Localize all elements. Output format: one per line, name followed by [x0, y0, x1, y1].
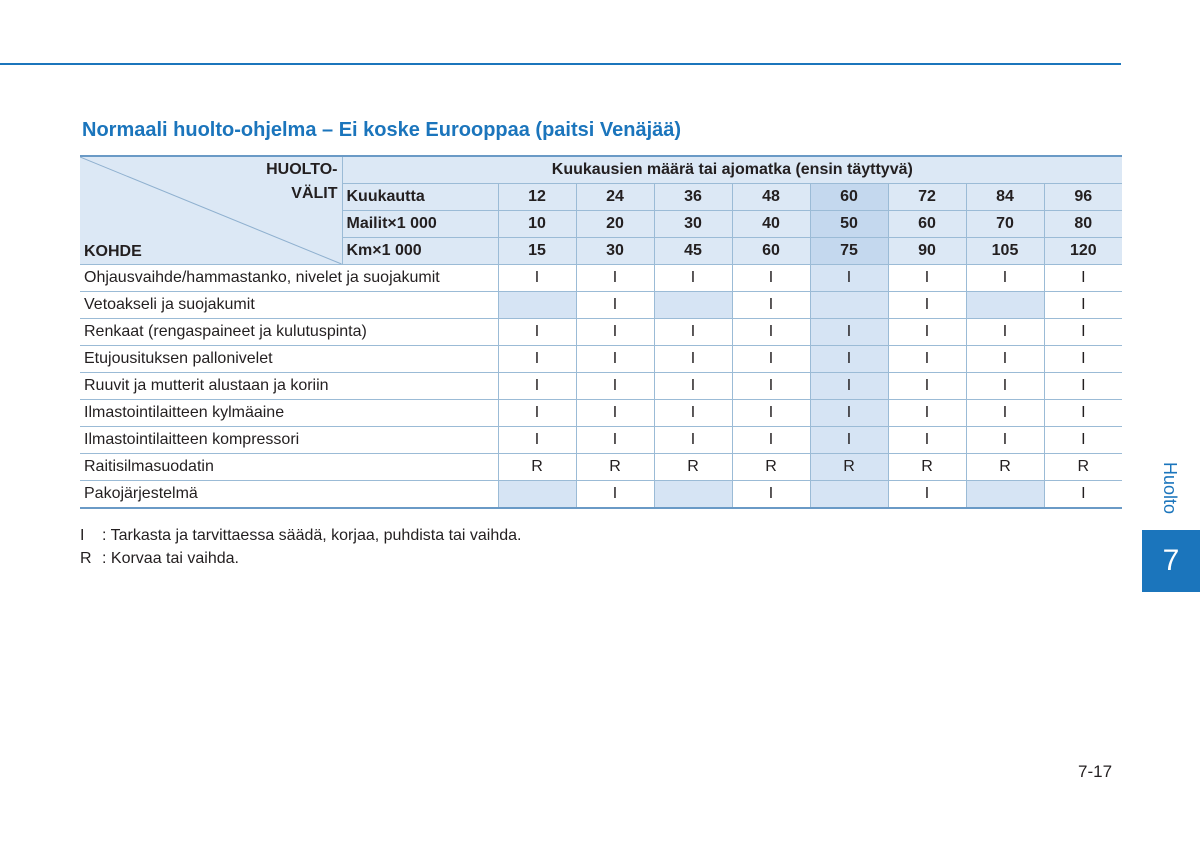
schedule-cell: I — [732, 373, 810, 400]
interval-row-label: Kuukautta — [342, 184, 498, 211]
schedule-cell — [810, 292, 888, 319]
schedule-cell: I — [810, 319, 888, 346]
interval-value: 40 — [732, 211, 810, 238]
item-row — [80, 346, 1122, 373]
schedule-cell: R — [966, 454, 1044, 481]
schedule-cell — [498, 292, 576, 319]
chapter-tab: 7 — [1142, 530, 1200, 592]
schedule-cell: I — [654, 265, 732, 292]
schedule-cell — [810, 481, 888, 509]
header-corner — [80, 156, 342, 265]
schedule-cell: I — [810, 265, 888, 292]
schedule-cell: I — [1044, 427, 1122, 454]
interval-value: 48 — [732, 184, 810, 211]
interval-value: 80 — [1044, 211, 1122, 238]
schedule-cell: I — [1044, 481, 1122, 509]
interval-row-label: Km×1 000 — [342, 238, 498, 265]
schedule-cell: I — [576, 319, 654, 346]
schedule-cell: I — [576, 481, 654, 509]
schedule-cell: I — [732, 319, 810, 346]
legend-key: I — [80, 527, 85, 544]
item-row — [80, 373, 1122, 400]
legend-text: : Tarkasta ja tarvittaessa säädä, korjaa, puhdista tai vaihda. — [102, 527, 522, 544]
schedule-cell: I — [498, 346, 576, 373]
interval-value: 30 — [576, 238, 654, 265]
legend — [80, 524, 522, 570]
schedule-cell: I — [888, 400, 966, 427]
schedule-cell: I — [498, 265, 576, 292]
schedule-cell — [654, 292, 732, 319]
corner-intervals-label — [266, 158, 337, 206]
schedule-cell: I — [732, 265, 810, 292]
interval-value: 120 — [1044, 238, 1122, 265]
item-name: Ilmastointilaitteen kylmäaine — [80, 400, 498, 427]
item-name: Pakojärjestelmä — [80, 481, 498, 509]
item-row — [80, 265, 1122, 292]
schedule-cell: I — [966, 265, 1044, 292]
schedule-cell: I — [966, 400, 1044, 427]
interval-value: 12 — [498, 184, 576, 211]
schedule-cell: I — [1044, 346, 1122, 373]
interval-value: 72 — [888, 184, 966, 211]
interval-value: 60 — [888, 211, 966, 238]
schedule-cell: I — [732, 346, 810, 373]
schedule-cell: I — [654, 427, 732, 454]
schedule-cell: I — [888, 346, 966, 373]
corner-top-line2: VÄLIT — [291, 185, 338, 202]
interval-value: 45 — [654, 238, 732, 265]
interval-value: 84 — [966, 184, 1044, 211]
schedule-cell: I — [576, 265, 654, 292]
interval-value: 70 — [966, 211, 1044, 238]
item-row — [80, 319, 1122, 346]
item-name: Raitisilmasuodatin — [80, 454, 498, 481]
schedule-cell: R — [654, 454, 732, 481]
schedule-cell: I — [654, 346, 732, 373]
schedule-cell: I — [888, 319, 966, 346]
schedule-cell — [654, 481, 732, 509]
schedule-cell: I — [654, 373, 732, 400]
schedule-cell: I — [1044, 400, 1122, 427]
schedule-cell: I — [732, 292, 810, 319]
section-title: Normaali huolto-ohjelma – Ei koske Eurooppaa (paitsi Venäjää) — [82, 119, 682, 141]
interval-value: 30 — [654, 211, 732, 238]
schedule-cell: I — [966, 319, 1044, 346]
schedule-cell — [498, 481, 576, 509]
item-name: Ilmastointilaitteen kompressori — [80, 427, 498, 454]
schedule-cell: I — [498, 319, 576, 346]
item-name: Etujousituksen pallonivelet — [80, 346, 498, 373]
schedule-cell: I — [888, 373, 966, 400]
schedule-cell: I — [1044, 373, 1122, 400]
schedule-cell: R — [498, 454, 576, 481]
schedule-cell — [966, 292, 1044, 319]
schedule-cell: I — [498, 400, 576, 427]
schedule-cell: I — [966, 346, 1044, 373]
item-row — [80, 292, 1122, 319]
schedule-cell: I — [1044, 319, 1122, 346]
schedule-cell: I — [966, 427, 1044, 454]
interval-value: 10 — [498, 211, 576, 238]
legend-key: R — [80, 550, 92, 567]
item-name: Ruuvit ja mutterit alustaan ja koriin — [80, 373, 498, 400]
schedule-cell: I — [1044, 265, 1122, 292]
schedule-cell: I — [888, 292, 966, 319]
schedule-cell: I — [732, 400, 810, 427]
section-side-label: Huolto — [1160, 462, 1180, 515]
schedule-cell: I — [576, 292, 654, 319]
interval-value: 15 — [498, 238, 576, 265]
schedule-cell: R — [732, 454, 810, 481]
schedule-cell: I — [498, 373, 576, 400]
item-row — [80, 481, 1122, 509]
interval-value: 24 — [576, 184, 654, 211]
schedule-cell: I — [576, 427, 654, 454]
item-row — [80, 427, 1122, 454]
header-row-span — [80, 156, 1122, 184]
schedule-cell: I — [576, 373, 654, 400]
corner-item-label: KOHDE — [84, 243, 142, 260]
legend-item-replace — [80, 547, 522, 570]
schedule-cell: I — [810, 373, 888, 400]
item-name: Vetoakseli ja suojakumit — [80, 292, 498, 319]
interval-value: 96 — [1044, 184, 1122, 211]
schedule-cell: I — [654, 319, 732, 346]
schedule-cell: I — [732, 427, 810, 454]
schedule-cell: I — [966, 373, 1044, 400]
schedule-cell: R — [1044, 454, 1122, 481]
maintenance-schedule-table — [80, 155, 1122, 509]
schedule-cell: I — [576, 346, 654, 373]
interval-value: 36 — [654, 184, 732, 211]
schedule-cell: I — [1044, 292, 1122, 319]
schedule-cell: I — [810, 400, 888, 427]
schedule-cell — [966, 481, 1044, 509]
span-header: Kuukausien määrä tai ajomatka (ensin täyttyvä) — [342, 156, 1122, 184]
item-row — [80, 454, 1122, 481]
schedule-cell: I — [498, 427, 576, 454]
legend-text: : Korvaa tai vaihda. — [102, 550, 239, 567]
schedule-cell: I — [810, 346, 888, 373]
page-number: 7-17 — [1078, 762, 1113, 781]
legend-item-inspect — [80, 524, 522, 547]
item-name: Renkaat (rengaspaineet ja kulutuspinta) — [80, 319, 498, 346]
schedule-cell: I — [576, 400, 654, 427]
interval-row-label: Mailit×1 000 — [342, 211, 498, 238]
interval-value: 105 — [966, 238, 1044, 265]
interval-value: 60 — [732, 238, 810, 265]
schedule-cell: R — [810, 454, 888, 481]
interval-value: 75 — [810, 238, 888, 265]
schedule-cell: I — [888, 427, 966, 454]
item-name: Ohjausvaihde/hammastanko, nivelet ja suojakumit — [80, 265, 498, 292]
schedule-cell: I — [888, 481, 966, 509]
interval-value: 60 — [810, 184, 888, 211]
corner-top-line1: HUOLTO- — [266, 161, 338, 178]
schedule-cell: R — [888, 454, 966, 481]
schedule-cell: I — [732, 481, 810, 509]
schedule-cell: I — [810, 427, 888, 454]
item-row — [80, 400, 1122, 427]
interval-value: 20 — [576, 211, 654, 238]
top-rule — [0, 63, 1121, 65]
schedule-cell: I — [654, 400, 732, 427]
interval-value: 50 — [810, 211, 888, 238]
interval-value: 90 — [888, 238, 966, 265]
schedule-cell: R — [576, 454, 654, 481]
schedule-cell: I — [888, 265, 966, 292]
